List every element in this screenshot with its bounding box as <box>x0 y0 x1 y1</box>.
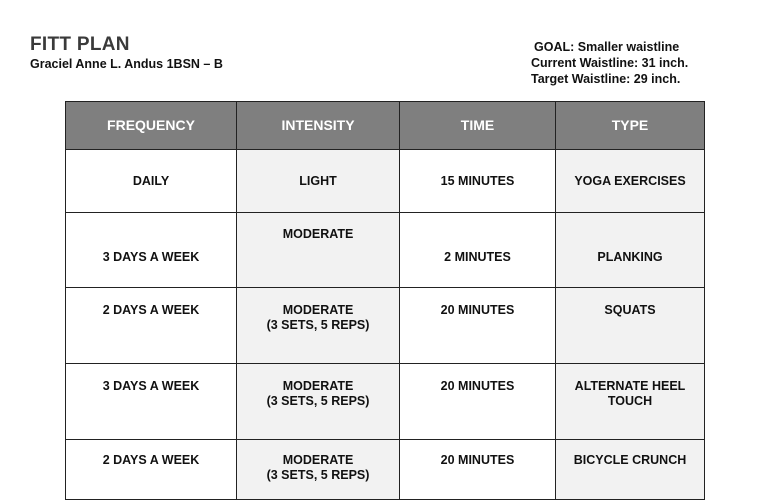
column-header-time: TIME <box>400 102 556 150</box>
time-cell: 20 MINUTES <box>400 288 556 364</box>
table-row <box>66 440 705 500</box>
fitt-table <box>65 101 705 500</box>
type-cell: ALTERNATE HEEL TOUCH <box>556 364 705 440</box>
author-line: Graciel Anne L. Andus 1BSN – B <box>30 57 223 71</box>
table-row <box>66 150 705 213</box>
table-header-row <box>66 102 705 150</box>
time-cell: 15 MINUTES <box>400 150 556 213</box>
goal-block <box>531 39 688 87</box>
type-cell: BICYCLE CRUNCH <box>556 440 705 500</box>
intensity-label: MODERATE <box>282 379 354 393</box>
frequency-cell: 3 DAYS A WEEK <box>66 364 237 440</box>
time-cell: 2 MINUTES <box>400 213 556 288</box>
intensity-detail: (3 SETS, 5 REPS) <box>266 318 370 332</box>
column-header-intensity: INTENSITY <box>237 102 400 150</box>
target-waistline: Target Waistline: 29 inch. <box>531 72 681 86</box>
current-waistline: Current Waistline: 31 inch. <box>531 56 689 70</box>
goal-text: GOAL: Smaller waistline <box>534 40 680 54</box>
intensity-detail: (3 SETS, 5 REPS) <box>266 468 370 482</box>
intensity-cell <box>237 440 400 500</box>
frequency-cell: 2 DAYS A WEEK <box>66 288 237 364</box>
intensity-cell <box>237 150 400 213</box>
table-row <box>66 288 705 364</box>
table-row <box>66 213 705 288</box>
type-cell: YOGA EXERCISES <box>556 150 705 213</box>
column-header-frequency: FREQUENCY <box>66 102 237 150</box>
intensity-detail: (3 SETS, 5 REPS) <box>266 394 370 408</box>
intensity-cell <box>237 364 400 440</box>
type-cell: SQUATS <box>556 288 705 364</box>
intensity-cell <box>237 288 400 364</box>
frequency-cell: DAILY <box>66 150 237 213</box>
document-title: FITT PLAN <box>30 34 130 55</box>
frequency-cell: 3 DAYS A WEEK <box>66 213 237 288</box>
frequency-cell: 2 DAYS A WEEK <box>66 440 237 500</box>
column-header-type: TYPE <box>556 102 705 150</box>
table-row <box>66 364 705 440</box>
type-cell: PLANKING <box>556 213 705 288</box>
intensity-cell <box>237 213 400 288</box>
time-cell: 20 MINUTES <box>400 364 556 440</box>
intensity-label: MODERATE <box>282 303 354 317</box>
intensity-label: MODERATE <box>282 227 354 241</box>
time-cell: 20 MINUTES <box>400 440 556 500</box>
intensity-label: LIGHT <box>299 173 337 188</box>
intensity-label: MODERATE <box>282 453 354 467</box>
